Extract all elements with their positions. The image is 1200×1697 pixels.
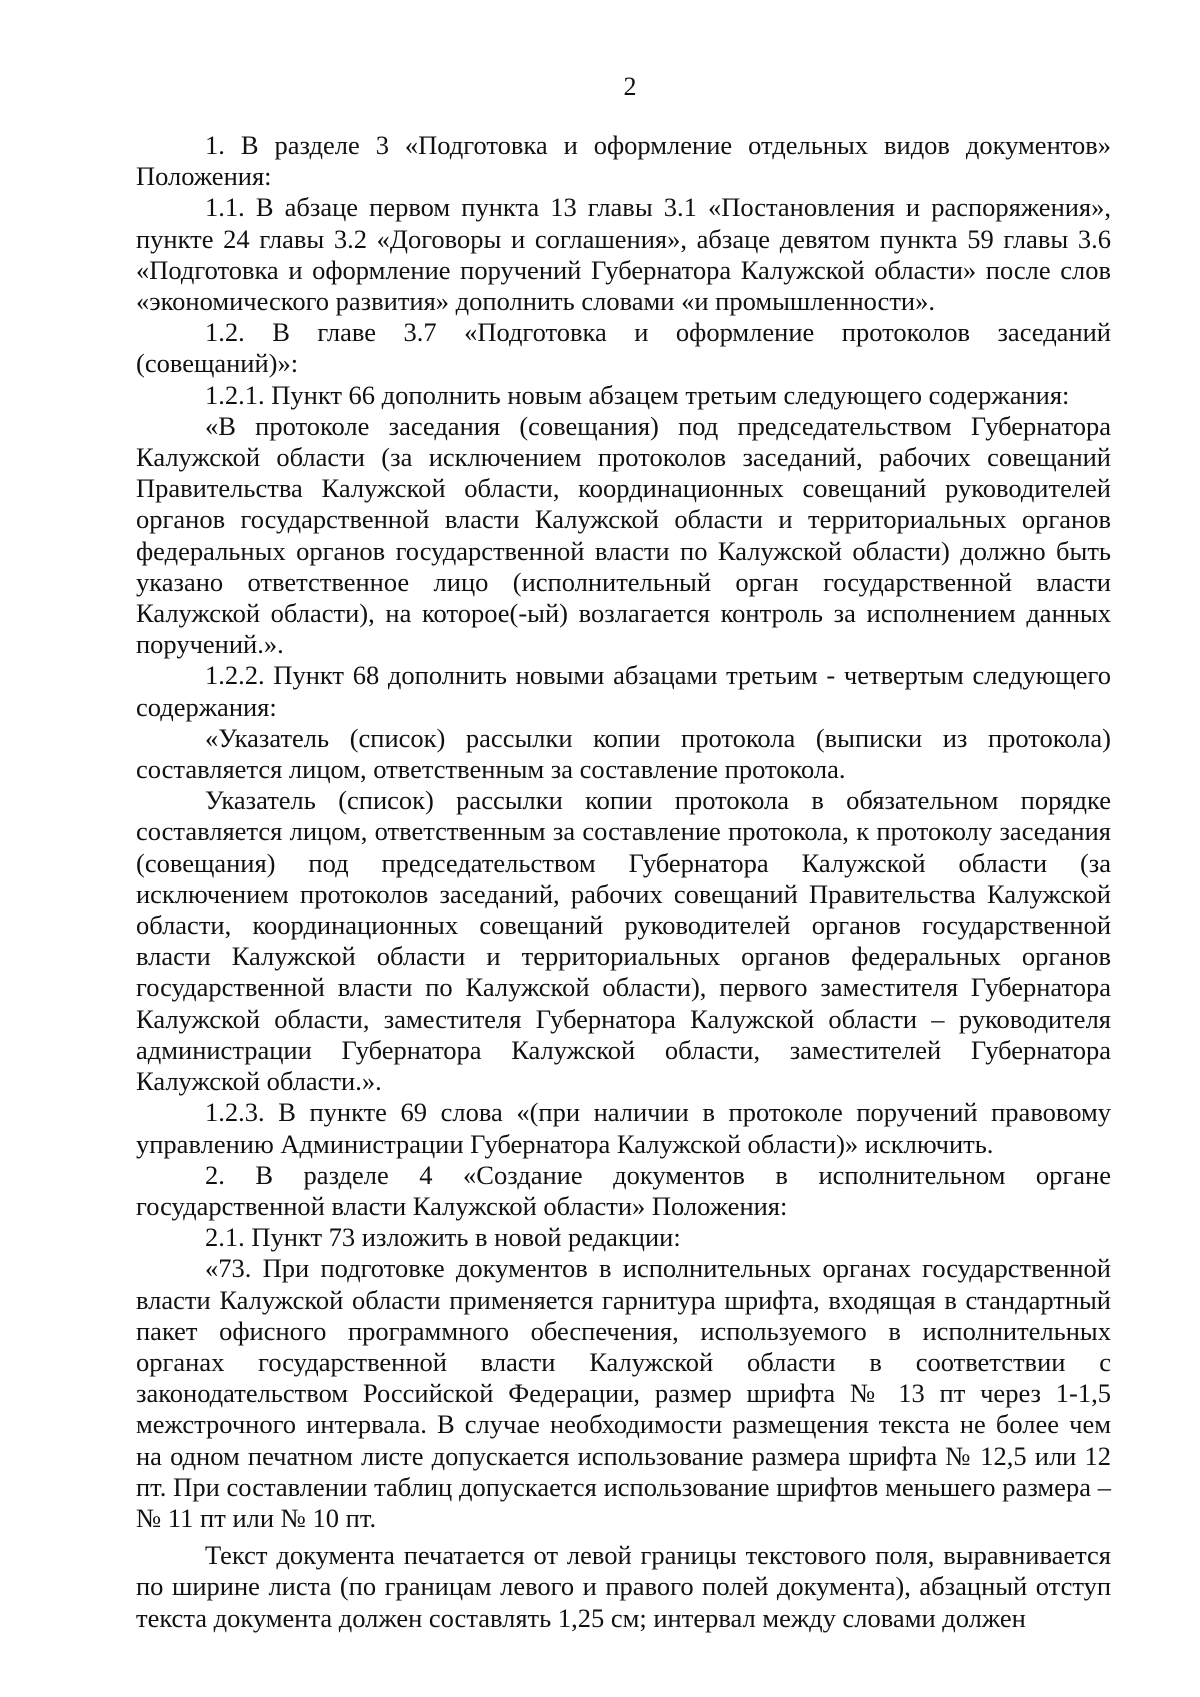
- paragraph-1-2-1: 1.2.1. Пункт 66 дополнить новым абзацем третьим следующего содержания:: [205, 379, 1070, 410]
- paragraph-quote-73: «73. При подготовке документов в исполнительных органах государственной власти Калужской области применяется гарнитура шрифта, входящая в стандартный пакет офисного программного обеспечения, используемого в исполнительных органах государственной власти Калужской области в соответствии с законодательством Российской Федерации, размер шрифта № 13 пт через 1-1,5 межстрочного интервала. В случае необходимости размещения текста не более чем на одном печатном листе допускается использование размера шрифта № 12,5 или 12 пт. При составлении таблиц допускается использование шрифтов меньшего размера – № 11 пт или № 10 пт.: [136, 1253, 1111, 1533]
- paragraph-1-1: 1.1. В абзаце первом пункта 13 главы 3.1 «Постановления и распоряжения», пункте 24 главы 3.2 «Договоры и соглашения», абзаце девятом пункта 59 главы 3.6 «Подготовка и оформление поручений Губернатора Калужской области» после слов «экономического развития» дополнить словами «и промышленности».: [136, 192, 1111, 317]
- paragraph-distribution-mandatory: Указатель (список) рассылки копии протокола в обязательном порядке составляется лицом, ответственным за составление протокола, к протоколу заседания (совещания) под председательством Губернатора Калужской области (за исключением протоколов заседаний, рабочих совещаний Правительства Калужской области, координационных совещаний руководителей органов государственной власти Калужской области и территориальных органов федеральных органов государственной власти по Калужской области), первого заместителя Губернатора Калужской области, заместителя Губернатора Калужской области – руководителя администрации Губернатора Калужской области, заместителей Губернатора Калужской области.».: [136, 785, 1111, 1097]
- paragraph-1-2-3: 1.2.3. В пункте 69 слова «(при наличии в протоколе поручений правовому управлению Администрации Губернатора Калужской области)» исключить.: [136, 1097, 1111, 1159]
- paragraph-1-2-2: 1.2.2. Пункт 68 дополнить новыми абзацами третьим - четвертым следующего содержания:: [136, 660, 1111, 722]
- paragraph-quote-distribution-list: «Указатель (список) рассылки копии протокола (выписки из протокола) составляется лицом, ответственным за составление протокола.: [136, 722, 1111, 785]
- paragraph-section-3-intro: 1. В разделе 3 «Подготовка и оформление отдельных видов документов» Положения:: [136, 130, 1111, 192]
- paragraph-1-2: 1.2. В главе 3.7 «Подготовка и оформление протоколов заседаний (совещаний)»:: [136, 317, 1111, 379]
- paragraph-2-1: 2.1. Пункт 73 изложить в новой редакции:: [205, 1222, 681, 1253]
- paragraph-section-4-intro: 2. В разделе 4 «Создание документов в исполнительном органе государственной власти Калужской области» Положения:: [136, 1159, 1111, 1221]
- paragraph-quote-protocol: «В протоколе заседания (совещания) под председательством Губернатора Калужской области (за исключением протоколов заседаний, рабочих совещаний Правительства Калужской области, координационных совещаний руководителей органов государственной власти Калужской области и территориальных органов федеральных органов государственной власти по Калужской области) должно быть указано ответственное лицо (исполнительный орган государственной власти Калужской области), на которое(-ый) возлагается контроль за исполнением данных поручений.».: [136, 410, 1111, 660]
- paragraph-text-alignment: Текст документа печатается от левой границы текстового поля, выравнивается по ширине листа (по границам левого и правого полей документа), абзацный отступ текста документа должен составлять 1,25 см; интервал между словами должен: [136, 1540, 1111, 1633]
- page-number: 2: [623, 72, 637, 101]
- document-body: [136, 130, 1111, 1634]
